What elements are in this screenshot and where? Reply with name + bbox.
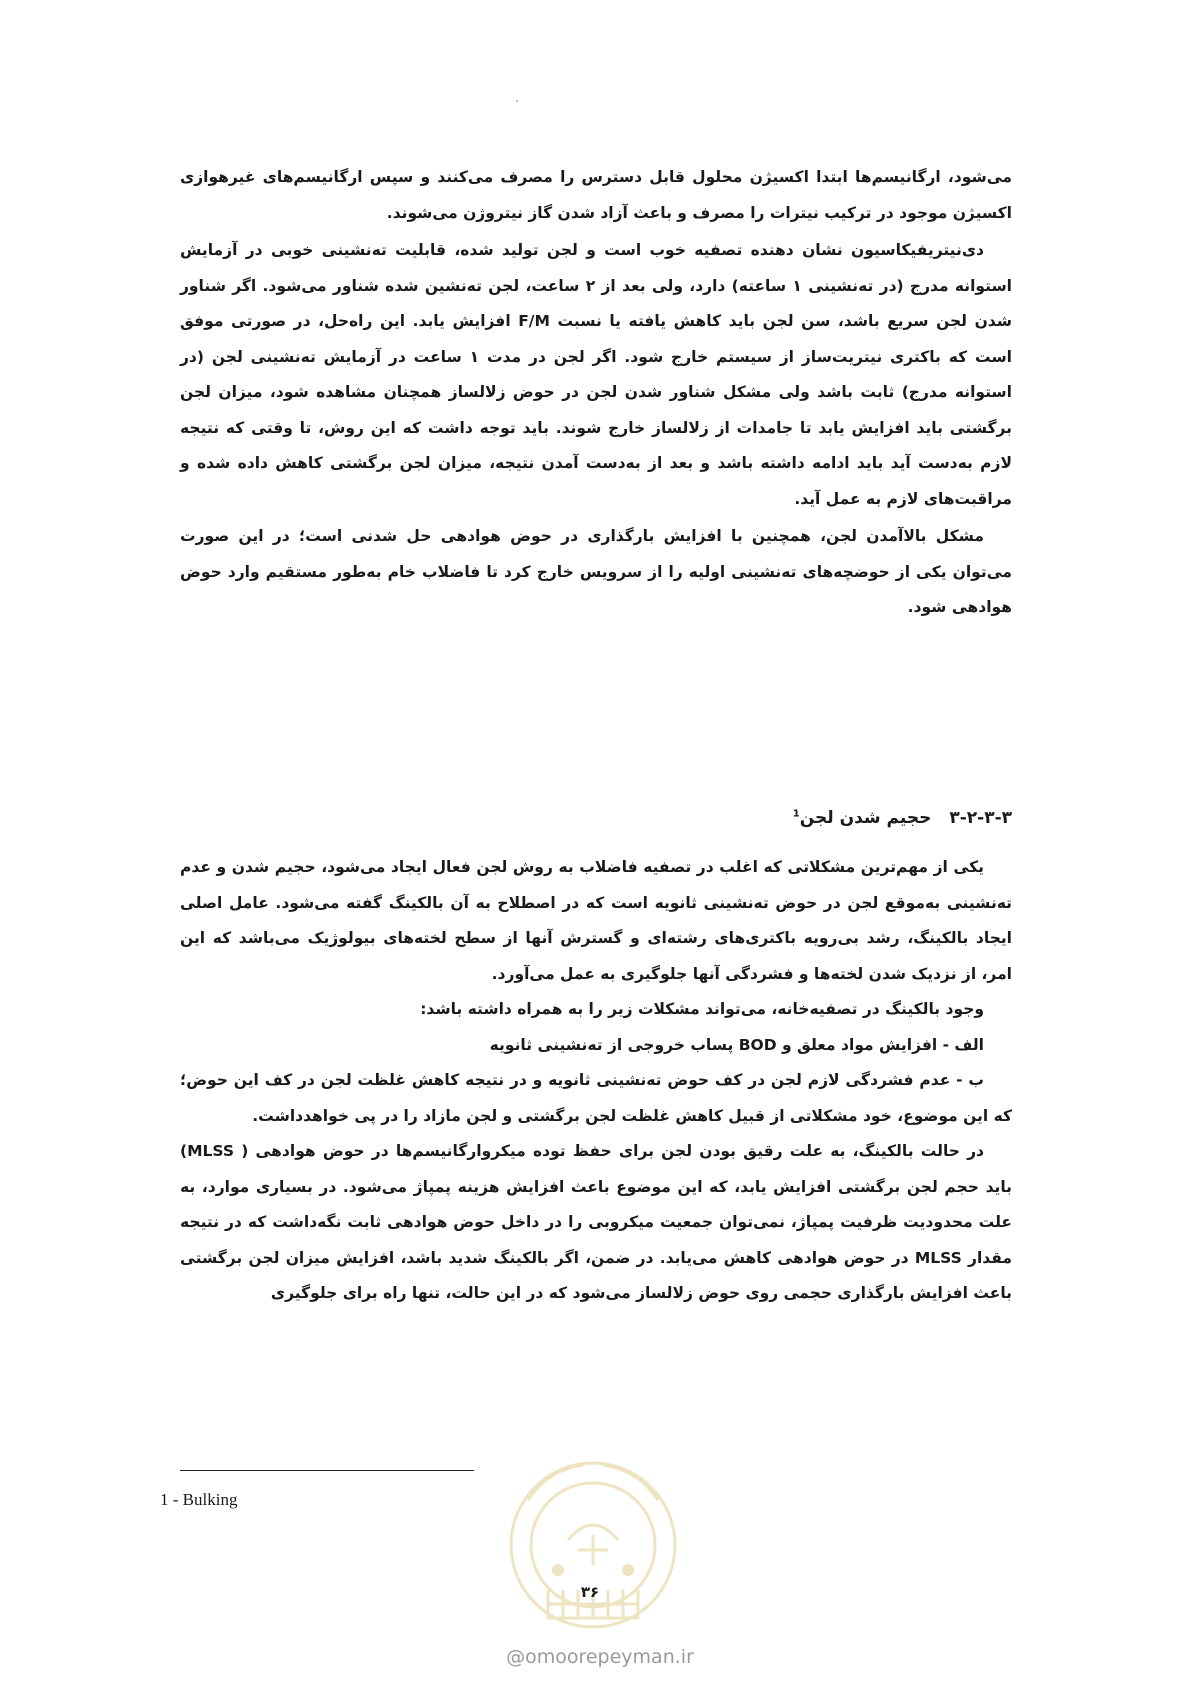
- footnote-divider: [180, 1470, 474, 1471]
- list-item-b: ب - عدم فشردگی لازم لجن در کف حوض ته‌نشینی ثانویه و در نتیجه کاهش غلظت لجن در کف این حوض؛ که این موضوع، خود مشکلاتی از قبیل کاهش غلظت لجن برگشتی و لجن مازاد را در پی خواهدداشت.: [180, 1071, 1012, 1125]
- section-heading: [180, 808, 1012, 828]
- watermark-seal-logo: [488, 1440, 698, 1640]
- section-title: حجیم شدن لجن: [799, 808, 932, 828]
- section-number: ۳-۲-۳-۳: [949, 808, 1012, 828]
- page-number: ۳۶: [580, 1583, 600, 1601]
- paragraph-bulking-intro: یکی از مهم‌ترین مشکلاتی که اغلب در تصفیه فاضلاب به روش لجن فعال ایجاد می‌شود، حجیم شدن و عدم ته‌نشینی به‌موقع لجن در حوض ته‌نشینی ثانویه است که در اصطلاح به آن بالکینگ گفته می‌شود. عامل اصلی ایجاد بالکینگ، رشد بی‌رویه باکتری‌های رشته‌ای و گسترش آنها از سطح لخته‌های بیولوژیک می‌باشد که این امر، از نزدیک شدن لخته‌ها و فشردگی آنها جلوگیری به عمل می‌آورد.: [180, 858, 1012, 983]
- list-item-a: الف - افزایش مواد معلق و BOD پساب خروجی از ته‌نشینی ثانویه: [489, 1035, 984, 1054]
- paragraph-mlss: در حالت بالکینگ، به علت رقیق بودن لجن برای حفظ توده میکروارگانیسم‌ها در حوض هوادهی ( MLSS) باید حجم لجن برگشتی افزایش یابد، که این موضوع باعث افزایش هزینه پمپاژ می‌شود. در بسیاری موارد، به علت محدودیت ظرفیت پمپاژ، نمی‌توان جمعیت میکروبی را در داخل حوض هوادهی ثابت نگه‌داشت که در نتیجه مقدار MLSS در حوض هوادهی کاهش می‌یابد. در ضمن، اگر بالکینگ شدید باشد، افزایش میزان لجن برگشتی باعث افزایش بارگذاری حجمی روی حوض زلالساز می‌شود که در این حالت، تنها راه برای جلوگیری: [180, 1142, 1012, 1302]
- paragraph-rising-sludge: مشکل بالاآمدن لجن، همچنین با افزایش بارگذاری در حوض هوادهی حل شدنی است؛ در این صورت می‌توان یکی از حوضچه‌های ته‌نشینی اولیه را از سرویس خارج کرد تا فاضلاب خام به‌طور مستقیم وارد حوض هوادهی شود.: [180, 527, 1012, 616]
- speck: [516, 100, 518, 102]
- paragraph-continued: می‌شود، ارگانیسم‌ها ابتدا اکسیژن محلول قابل دسترس را مصرف می‌کنند و سپس ارگانیسم‌های غیرهوازی اکسیژن موجود در ترکیب نیترات را مصرف و باعث آزاد شدن گاز نیتروژن می‌شوند.: [180, 168, 1012, 222]
- footnote-text: 1 - Bulking: [160, 1490, 238, 1509]
- intro-text-block: [180, 160, 1012, 626]
- footnote-reference[interactable]: 1: [792, 808, 800, 820]
- paragraph-denitrification: دی‌نیتریفیکاسیون نشان دهنده تصفیه خوب است و لجن تولید شده، قابلیت ته‌نشینی خوبی در آزمایش استوانه مدرج (در ته‌نشینی ۱ ساعته) دارد، ولی بعد از ۲ ساعت، لجن ته‌نشین شده شناور می‌شود. اگر شناور شدن لجن سریع باشد، سن لجن باید کاهش یافته یا نسبت F/M افزایش یابد. این راه‌حل، در صورتی موفق است که باکتری نیتریت‌ساز از سیستم خارج شود. اگر لجن در مدت ۱ ساعت در آزمایش ته‌نشینی لجن (در استوانه مدرج) ثابت باشد ولی مشکل شناور شدن لجن در حوض زلالساز همچنان مشاهده شود، میزان لجن برگشتی باید افزایش یابد تا جامدات از زلالساز خارج شوند. باید توجه داشت که این روش، تا وقتی که نتیجه لازم به‌دست آید باید ادامه داشته باشد و بعد از به‌دست آمدن نتیجه، میزان لجن برگشتی کاهش داده شده و مراقبت‌های لازم به عمل آید.: [180, 241, 1012, 508]
- bulking-text-block: [180, 850, 1012, 1312]
- paragraph-problems-lead: وجود بالکینگ در تصفیه‌خانه، می‌تواند مشکلات زیر را به همراه داشته باشد:: [420, 1000, 984, 1018]
- watermark-site: @omoorepeyman.ir: [506, 1646, 694, 1668]
